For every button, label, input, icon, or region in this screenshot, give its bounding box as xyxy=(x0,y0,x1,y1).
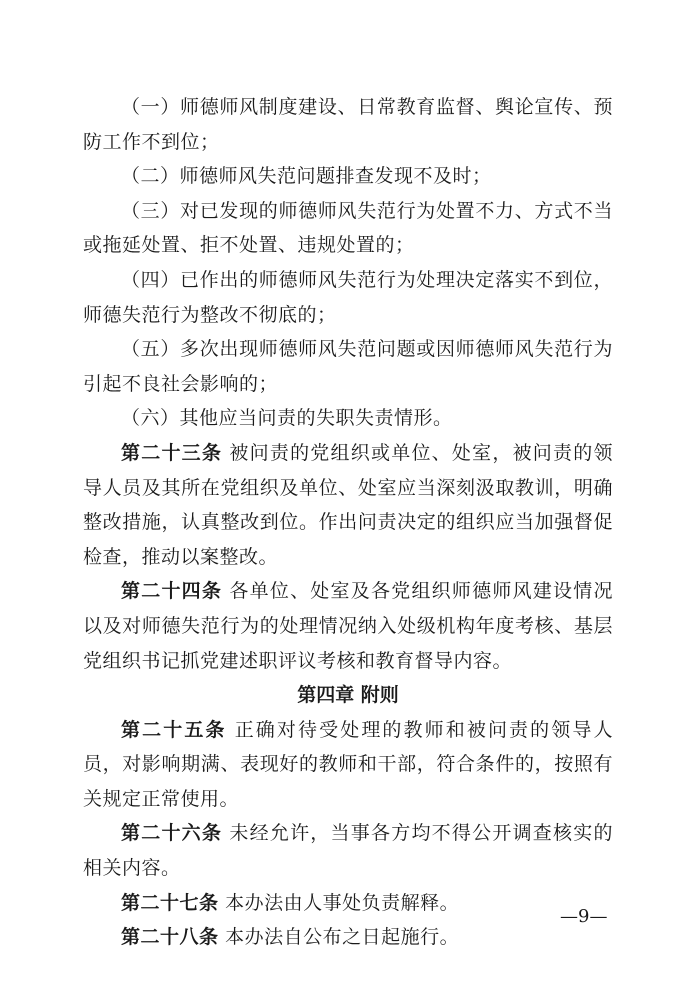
article-text: 各单位、处室及各党组织师德师风建设情况以及对师德失范行为的处理情况纳入处级机构年度考核、基层党组织书记抓党建述职评议考核和教育督导内容。 xyxy=(83,580,613,672)
list-item: （四）已作出的师德师风失范行为处理决定落实不到位，师德失范行为整改不彻底的； xyxy=(83,268,613,326)
list-item: （二）师德师风失范问题排查发现不及时； xyxy=(121,165,492,188)
list-item: （三）对已发现的师德师风失范行为处置不力、方式不当或拖延处置、拒不处置、违规处置的； xyxy=(83,199,613,257)
chapter-heading: 第四章 附则 xyxy=(297,684,399,707)
article-text: 本办法由人事处负责解释。 xyxy=(225,891,460,914)
list-item: （五）多次出现师德师风失范问题或因师德师风失范行为引起不良社会影响的； xyxy=(83,338,613,395)
page-number: —9— xyxy=(560,906,608,927)
article-number: 第二十五条 xyxy=(121,718,227,741)
article-text: 未经允许，当事各方均不得公开调查核实的相关内容。 xyxy=(83,822,613,880)
list-item: （六）其他应当问责的失职失责情形。 xyxy=(121,407,453,430)
document-body xyxy=(83,90,613,955)
article-number: 第二十七条 xyxy=(121,891,219,914)
article-28 xyxy=(83,920,613,955)
article-number: 第二十四条 xyxy=(121,580,223,603)
article-26 xyxy=(83,816,613,885)
article-24 xyxy=(83,574,613,678)
article-text: 被问责的党组织或单位、处室，被问责的领导人员及其所在党组织及单位、处室应当深刻汲取教训，明确整改措施，认真整改到位。作出问责决定的组织应当加强督促检查，推动以案整改。 xyxy=(83,441,613,568)
article-text: 正确对待受处理的教师和被问责的领导人员，对影响期满、表现好的教师和干部，符合条件的，按照有关规定正常使用。 xyxy=(83,718,613,810)
article-number: 第二十三条 xyxy=(121,441,223,464)
article-27 xyxy=(83,886,613,921)
article-text: 本办法自公布之日起施行。 xyxy=(225,926,460,949)
list-item: （一）师德师风制度建设、日常教育监督、舆论宣传、预防工作不到位； xyxy=(83,96,613,153)
article-23 xyxy=(83,436,613,574)
article-number: 第二十八条 xyxy=(121,926,219,949)
article-number: 第二十六条 xyxy=(121,822,223,845)
article-25 xyxy=(83,713,613,817)
